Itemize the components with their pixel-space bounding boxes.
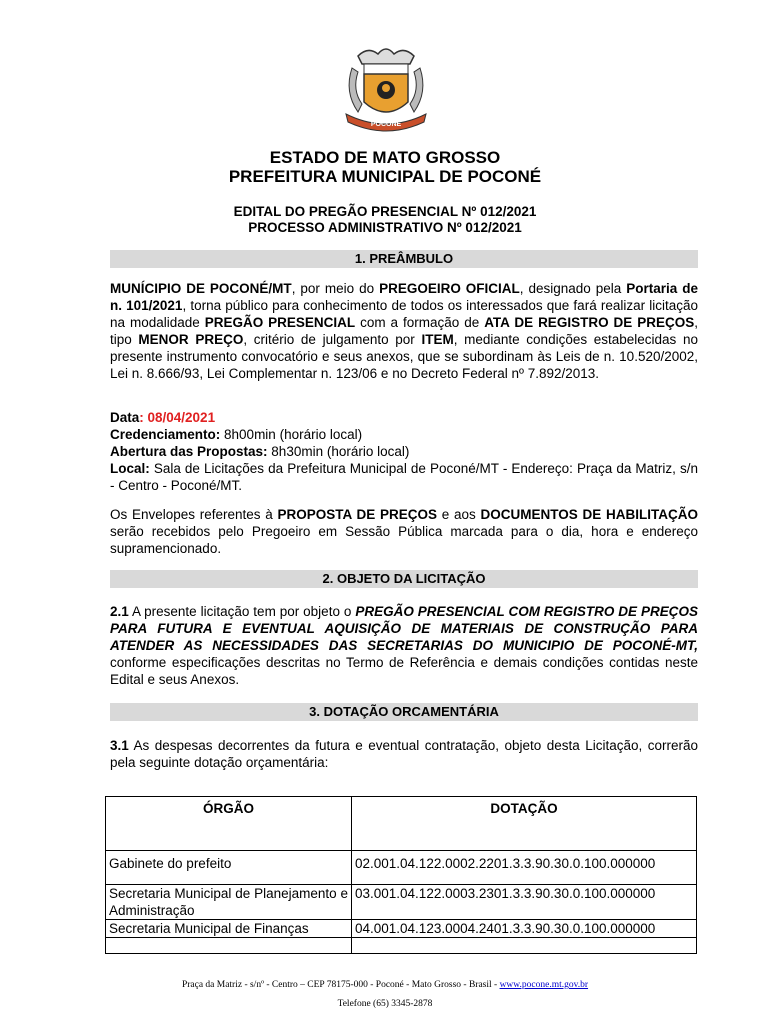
envelopes-paragraph: Os Envelopes referentes à PROPOSTA DE PREÇOS e aos DOCUMENTOS DE HABILITAÇÃO serão recebidos pelo Pregoeiro em Sessão Pública marcada para o dia, hora e endereço supramencionado.: [110, 507, 699, 556]
table-cell-orgao: [106, 938, 352, 954]
table-cell-dotacao: 04.001.04.123.0004.2401.3.3.90.30.0.100.000000: [352, 920, 697, 938]
table-header-row: [106, 797, 697, 851]
section-preambulo-header: 1. PREÂMBULO: [110, 250, 698, 268]
processo-number: PROCESSO ADMINISTRATIVO Nº 012/2021: [248, 220, 522, 235]
footer-website-link[interactable]: www.pocone.mt.gov.br: [499, 980, 589, 990]
table-row: [106, 920, 697, 938]
credenciamento-line: Credenciamento: 8h00min (horário local): [110, 427, 363, 442]
edital-number: EDITAL DO PREGÃO PRESENCIAL Nº 012/2021: [233, 204, 537, 219]
objeto-paragraph: 2.1 A presente licitação tem por objeto o PREGÃO PRESENCIAL COM REGISTRO DE PREÇOS PARA FUTURA E EVENTUAL AQUISIÇÃO DE MATERIAIS DE CONSTRUÇÃO PARA ATENDER AS NECESSIDADES DAS SECRETARIAS DO MUNICIPIO DE POCONÉ-MT, conforme especificações descritas no Termo de Referência e demais condições contidas neste Edital e seus Anexos.: [110, 604, 698, 687]
table-row: [106, 938, 697, 954]
dotacao-paragraph: 3.1 As despesas decorrentes da futura e eventual contratação, objeto desta Licitação, correrão pela seguinte dotação orçamentária:: [110, 738, 698, 770]
table-cell-orgao: Secretaria Municipal de Finanças: [106, 920, 352, 938]
section-dotacao-header: 3. DOTAÇÃO ORCAMENTÁRIA: [110, 703, 698, 721]
footer-phone: Telefone (65) 3345-2878: [337, 999, 433, 1009]
table-cell-dotacao: 03.001.04.122.0003.2301.3.3.90.30.0.100.000000: [352, 885, 697, 920]
table-cell-orgao: Gabinete do prefeito: [106, 851, 352, 885]
table-cell-orgao: Secretaria Municipal de Planejamento e Administração: [106, 885, 352, 920]
abertura-line: Abertura das Propostas: 8h30min (horário local): [110, 444, 410, 459]
dotacao-table: [105, 796, 697, 954]
preambulo-paragraph: MUNÍCIPIO DE POCONÉ/MT, por meio do PREGOEIRO OFICIAL, designado pela Portaria de n. 101/2021, torna público para conhecimento de todos os interessados que fará realizar licitação na modalidade PREGÃO PRESENCIAL com a formação de ATA DE REGISTRO DE PREÇOS, tipo MENOR PREÇO, critério de julgamento por ITEM, mediante condições estabelecidas no presente instrumento convocatório e seus anexos, que se subordinam às Leis de n. 10.520/2002, Lei n. 8.666/93, Lei Complementar n. 123/06 e no Decreto Federal nº 7.892/2013.: [110, 281, 699, 381]
table-header-dotacao: DOTAÇÃO: [352, 797, 697, 851]
table-cell-dotacao: 02.001.04.122.0002.2201.3.3.90.30.0.100.000000: [352, 851, 697, 885]
title-state: ESTADO DE MATO GROSSO: [269, 148, 501, 167]
local-line: Local: Sala de Licitações da Prefeitura Municipal de Poconé/MT - Endereço: Praça da Matriz, s/n - Centro - Poconé/MT.: [110, 461, 698, 493]
footer-address: Praça da Matriz - s/nº - Centro – CEP 78175-000 - Poconé - Mato Grosso - Brasil - www.pocone.mt.gov.br: [181, 980, 589, 990]
title-prefeitura: PREFEITURA MUNICIPAL DE POCONÉ: [228, 167, 542, 186]
table-row: [106, 885, 697, 920]
municipal-crest-icon: [338, 42, 434, 138]
table-cell-dotacao: [352, 938, 697, 954]
table-header-orgao: ÓRGÃO: [106, 797, 352, 851]
section-objeto-header: 2. OBJETO DA LICITAÇÃO: [110, 570, 698, 588]
data-line: Data: 08/04/2021: [110, 410, 216, 425]
table-row: [106, 851, 697, 885]
crest-label: POCONÉ: [370, 121, 402, 128]
